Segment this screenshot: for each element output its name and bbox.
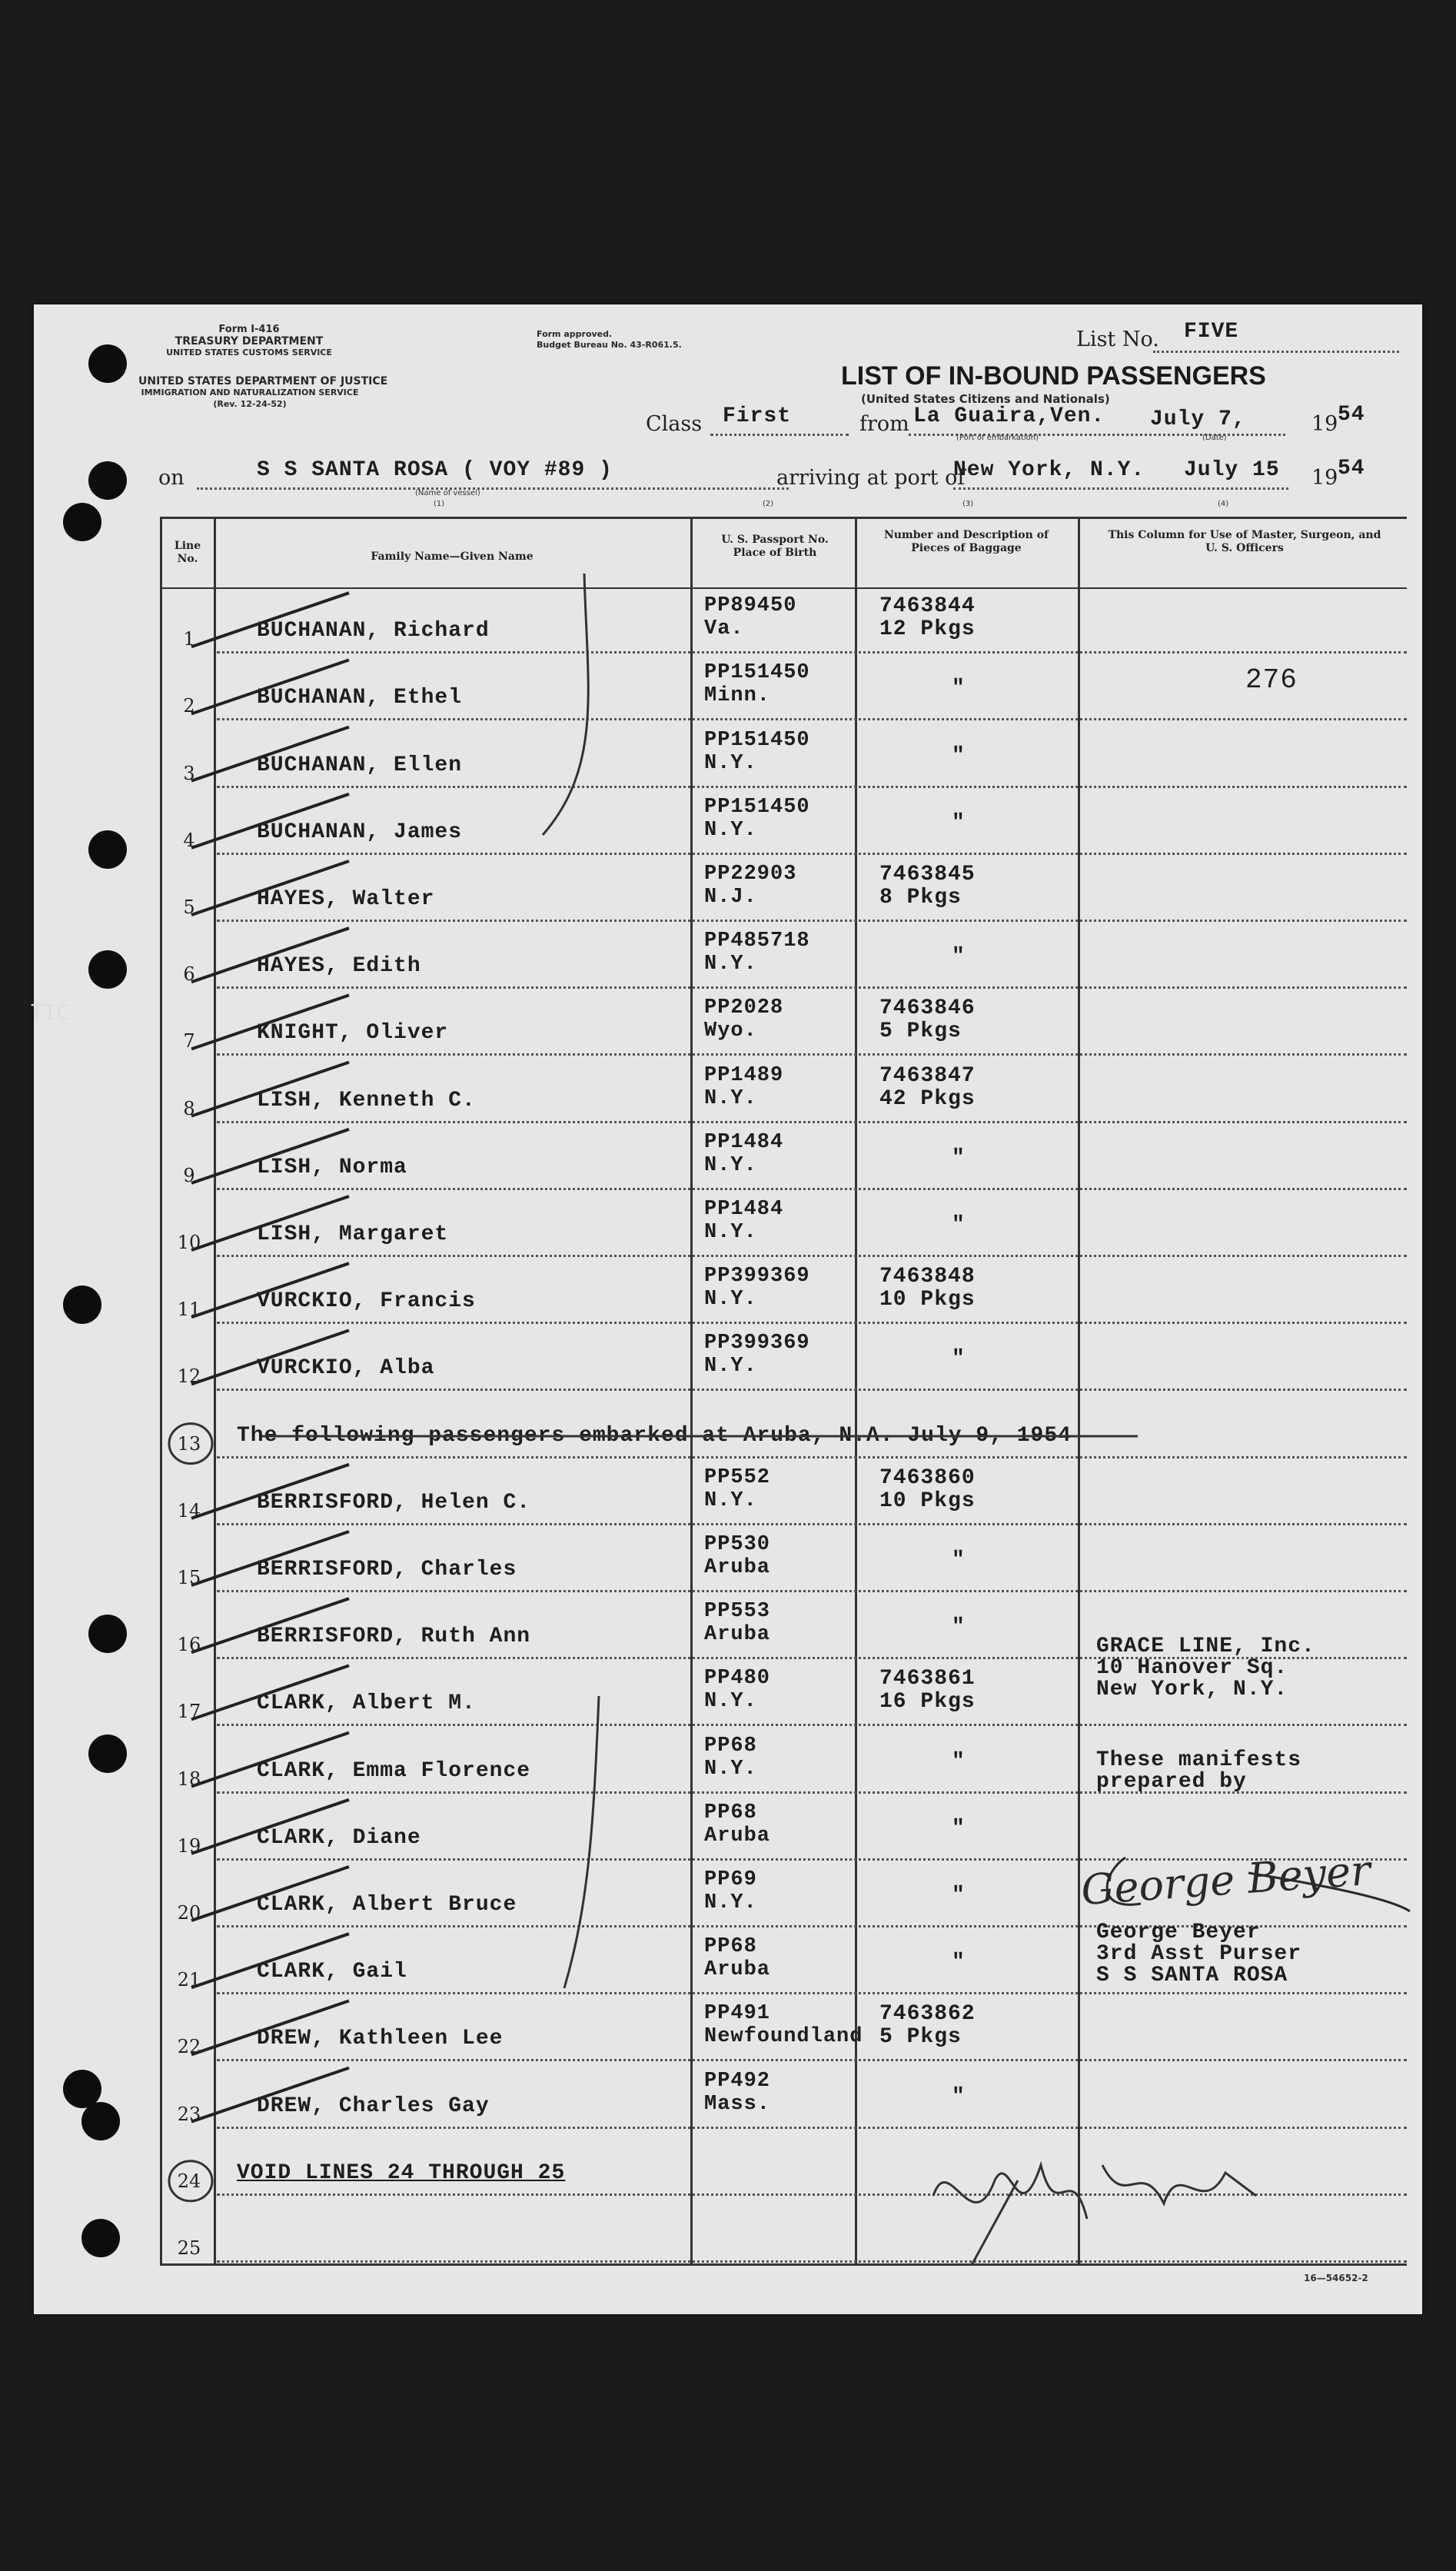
- passport-number: PP68: [704, 1935, 757, 1959]
- place-of-birth: N.Y.: [704, 1288, 757, 1312]
- check-mark: [191, 1196, 349, 1250]
- check-mark: [191, 1129, 349, 1183]
- row-note: VOID LINES 24 THROUGH 25: [237, 2160, 566, 2185]
- inspector-initials: [926, 2134, 1279, 2273]
- margin-text: TIC: [31, 999, 70, 1025]
- list-no-value: FIVE: [1184, 320, 1239, 344]
- place-of-birth: Aruba: [704, 1555, 771, 1579]
- baggage-ditto: ": [952, 677, 966, 701]
- place-of-birth: N.J.: [704, 885, 757, 909]
- passenger-name: BERRISFORD, Charles: [257, 1557, 517, 1582]
- manifest-subtitle: (United States Citizens and Nationals): [861, 392, 1110, 406]
- signer-vessel: S S SANTA ROSA: [1096, 1964, 1288, 1987]
- revision-date: (Rev. 12-24-52): [213, 399, 287, 409]
- passport-number: PP22903: [704, 862, 797, 886]
- baggage-ditto: ": [952, 1883, 966, 1907]
- line-number: 21: [177, 1969, 201, 1991]
- line-number: 6: [183, 963, 195, 986]
- baggage-ditto: ": [952, 1749, 966, 1774]
- passport-number: PP480: [704, 1667, 771, 1691]
- baggage-ditto: ": [952, 1212, 966, 1237]
- baggage-pieces: 10 Pkgs: [879, 1488, 976, 1513]
- baggage-number: 7463848: [879, 1265, 976, 1289]
- circled-line-number: [169, 1424, 212, 1464]
- binder-hole: [88, 950, 127, 989]
- prepared-line-1: These manifests: [1096, 1748, 1302, 1772]
- baggage-number: 7463845: [879, 862, 976, 886]
- check-mark: [191, 1733, 349, 1787]
- baggage-number: 7463860: [879, 1465, 976, 1490]
- prepared-line-2: prepared by: [1096, 1770, 1247, 1794]
- passenger-name: LISH, Kenneth C.: [257, 1088, 476, 1113]
- line-number: 4: [183, 829, 195, 851]
- check-mark: [191, 995, 349, 1049]
- col4-number: (4): [1218, 500, 1229, 508]
- manifest-sheet: [34, 304, 1422, 2314]
- baggage-number: 7463846: [879, 996, 976, 1021]
- passenger-name: BERRISFORD, Helen C.: [257, 1490, 531, 1515]
- line-number: 7: [183, 1030, 195, 1053]
- line-number: 5: [183, 896, 195, 918]
- place-of-birth: N.Y.: [704, 751, 757, 775]
- line-number: 15: [177, 1566, 201, 1588]
- vessel-name: S S SANTA ROSA ( VOY #89 ): [257, 458, 613, 482]
- baggage-number: 7463861: [879, 1667, 976, 1691]
- place-of-birth: Newfoundland: [704, 2025, 863, 2049]
- baggage-number: 7463847: [879, 1063, 976, 1088]
- passport-number: PP399369: [704, 1265, 810, 1289]
- signature: George Beyer: [1079, 1845, 1372, 1915]
- line-number: 20: [177, 1901, 201, 1924]
- line-number: 14: [177, 1499, 201, 1522]
- vessel-caption: (Name of vessel): [415, 489, 480, 497]
- baggage-pieces: 42 Pkgs: [879, 1086, 976, 1111]
- line-number: 12: [177, 1365, 201, 1388]
- count-stamp: 276: [1245, 664, 1298, 696]
- passenger-name: DREW, Charles Gay: [257, 2094, 490, 2118]
- binder-hole: [63, 1286, 101, 1324]
- passport-number: PP1484: [704, 1197, 784, 1221]
- line-number: 13: [177, 1432, 201, 1455]
- line-number: 18: [177, 1768, 201, 1790]
- baggage-pieces: 10 Pkgs: [879, 1288, 976, 1312]
- passport-number: PP399369: [704, 1332, 810, 1355]
- date-caption: (Date): [1202, 434, 1227, 442]
- baggage-ditto: ": [952, 2084, 966, 2109]
- col2-number: (2): [763, 500, 774, 508]
- check-marks: [34, 304, 1422, 2314]
- passenger-name: KNIGHT, Oliver: [257, 1021, 449, 1046]
- line-number: 2: [183, 695, 195, 717]
- passenger-name: HAYES, Edith: [257, 954, 421, 979]
- list-no-label: List No.: [1076, 328, 1159, 351]
- passenger-name: BUCHANAN, Ethel: [257, 686, 463, 710]
- binder-hole: [81, 2102, 120, 2140]
- binder-hole: [81, 2219, 120, 2257]
- passport-number: PP2028: [704, 996, 784, 1020]
- passenger-name: CLARK, Emma Florence: [257, 1758, 531, 1783]
- passenger-name: CLARK, Albert Bruce: [257, 1892, 517, 1917]
- line-number: 8: [183, 1097, 195, 1119]
- line-number: 1: [183, 628, 195, 650]
- budget-bureau: Budget Bureau No. 43-R061.5.: [537, 340, 682, 350]
- passport-number: PP552: [704, 1465, 771, 1489]
- check-mark: [191, 1532, 349, 1585]
- passport-number: PP151450: [704, 661, 810, 685]
- passport-number: PP69: [704, 1868, 757, 1891]
- place-of-birth: Minn.: [704, 684, 771, 708]
- check-mark: [191, 861, 349, 915]
- baggage-ditto: ": [952, 810, 966, 835]
- place-of-birth: Aruba: [704, 1824, 771, 1848]
- check-mark: [191, 1665, 349, 1719]
- signer-title: 3rd Asst Purser: [1096, 1942, 1302, 1966]
- year-suffix: 54: [1338, 403, 1365, 427]
- footer-code: 16—54652-2: [1304, 2273, 1368, 2283]
- line-number: 19: [177, 1834, 201, 1857]
- passenger-name: DREW, Kathleen Lee: [257, 2027, 504, 2051]
- passenger-name: CLARK, Gail: [257, 1960, 407, 1984]
- place-of-birth: N.Y.: [704, 1220, 757, 1244]
- year-prefix: 19: [1311, 412, 1338, 436]
- binder-hole: [88, 461, 127, 500]
- agent-line-3: New York, N.Y.: [1096, 1678, 1288, 1701]
- place-of-birth: N.Y.: [704, 818, 757, 842]
- embarkation-date: July 7,: [1150, 407, 1246, 431]
- customs-service: UNITED STATES CUSTOMS SERVICE: [166, 348, 332, 358]
- line-number: 17: [177, 1701, 201, 1723]
- passenger-name: LISH, Margaret: [257, 1222, 449, 1246]
- line-number: 24: [177, 2170, 201, 2192]
- place-of-birth: N.Y.: [704, 1757, 757, 1781]
- passenger-name: LISH, Norma: [257, 1155, 407, 1179]
- check-mark: [191, 928, 349, 982]
- ins-service: IMMIGRATION AND NATURALIZATION SERVICE: [141, 387, 359, 397]
- arrival-date: July 15: [1184, 458, 1280, 482]
- check-mark: [191, 1934, 349, 1987]
- baggage-ditto: ": [952, 1951, 966, 1975]
- form-number: Form I-416: [218, 324, 280, 335]
- agent-line-1: GRACE LINE, Inc.: [1096, 1635, 1315, 1658]
- check-mark: [191, 1063, 349, 1116]
- form-approved: Form approved.: [537, 329, 613, 339]
- bracket-stroke: [564, 1696, 599, 1988]
- on-label: on: [158, 466, 184, 490]
- baggage-ditto: ": [952, 1347, 966, 1372]
- passport-number: PP491: [704, 2002, 771, 2026]
- place-of-birth: Aruba: [704, 1958, 771, 1982]
- circled-line-number: [169, 2161, 212, 2201]
- binder-hole: [63, 503, 101, 541]
- row-note: The following passengers embarked at Aruba, N.A. July 9, 1954: [237, 1423, 1072, 1448]
- passport-number: PP151450: [704, 728, 810, 752]
- place-of-birth: N.Y.: [704, 1153, 757, 1177]
- baggage-pieces: 5 Pkgs: [879, 2025, 962, 2050]
- binder-hole: [88, 1735, 127, 1773]
- baggage-ditto: ": [952, 945, 966, 970]
- place-of-birth: N.Y.: [704, 1488, 757, 1512]
- place-of-birth: N.Y.: [704, 1690, 757, 1714]
- check-mark: [191, 794, 349, 848]
- signer-name: George Beyer: [1096, 1921, 1261, 1944]
- passport-number: PP485718: [704, 930, 810, 953]
- line-number: 10: [177, 1231, 201, 1253]
- line-number: 25: [177, 2237, 201, 2259]
- passport-number: PP492: [704, 2069, 771, 2093]
- baggage-pieces: 16 Pkgs: [879, 1690, 976, 1715]
- place-of-birth: N.Y.: [704, 953, 757, 976]
- line-number: 23: [177, 2103, 201, 2125]
- line-number: 3: [183, 762, 195, 784]
- arrival-year-prefix: 19: [1311, 466, 1338, 490]
- place-of-birth: Va.: [704, 617, 744, 641]
- baggage-ditto: ": [952, 1146, 966, 1170]
- agent-line-2: 10 Hanover Sq.: [1096, 1656, 1288, 1680]
- passport-number: PP1489: [704, 1063, 784, 1087]
- binder-hole: [88, 1615, 127, 1653]
- check-mark: [191, 1800, 349, 1854]
- port-of-embarkation: La Guaira,Ven.: [913, 404, 1105, 428]
- place-of-birth: Mass.: [704, 2092, 771, 2116]
- baggage-ditto: ": [952, 743, 966, 768]
- passport-number: PP68: [704, 1734, 757, 1758]
- baggage-pieces: 8 Pkgs: [879, 885, 962, 910]
- passenger-name: CLARK, Diane: [257, 1825, 421, 1850]
- binder-hole: [88, 344, 127, 383]
- passport-number: PP1484: [704, 1130, 784, 1154]
- bracket-stroke: [543, 574, 588, 835]
- passenger-name: BUCHANAN, Richard: [257, 619, 490, 644]
- col-header-officers: This Column for Use of Master, Surgeon, and U. S. Officers: [1108, 529, 1381, 554]
- col-header-passport: U. S. Passport No. Place of Birth: [721, 534, 829, 559]
- passport-number: PP68: [704, 1801, 757, 1824]
- passport-number: PP553: [704, 1600, 771, 1624]
- place-of-birth: N.Y.: [704, 1355, 757, 1379]
- passport-number: PP151450: [704, 795, 810, 819]
- passenger-name: VURCKIO, Francis: [257, 1289, 476, 1314]
- col-header-baggage: Number and Description of Pieces of Baggage: [883, 529, 1049, 554]
- baggage-number: 7463862: [879, 2002, 976, 2027]
- check-mark: [191, 660, 349, 713]
- place-of-birth: Aruba: [704, 1623, 771, 1647]
- treasury-dept: TREASURY DEPARTMENT: [175, 335, 324, 348]
- passenger-name: BUCHANAN, James: [257, 820, 463, 844]
- line-number: 11: [177, 1299, 201, 1321]
- col-header-name: Family Name—Given Name: [371, 550, 534, 563]
- manifest-title: LIST OF IN-BOUND PASSENGERS: [841, 361, 1266, 391]
- baggage-pieces: 5 Pkgs: [879, 1019, 962, 1044]
- check-mark: [191, 727, 349, 781]
- line-number: 9: [183, 1164, 195, 1186]
- passenger-name: VURCKIO, Alba: [257, 1356, 435, 1381]
- place-of-birth: N.Y.: [704, 1891, 757, 1914]
- baggage-ditto: ": [952, 1615, 966, 1640]
- line-number: 16: [177, 1634, 201, 1656]
- check-mark: [191, 593, 349, 647]
- passport-number: PP530: [704, 1532, 771, 1556]
- arrival-port: New York, N.Y.: [953, 458, 1145, 482]
- baggage-ditto: ": [952, 1816, 966, 1841]
- arriving-label: arriving at port of: [776, 466, 966, 490]
- check-mark: [191, 1263, 349, 1317]
- place-of-birth: Wyo.: [704, 1019, 757, 1043]
- port-caption: (Port of embarkation): [956, 434, 1039, 442]
- baggage-pieces: 12 Pkgs: [879, 617, 976, 642]
- class-value: First: [723, 404, 792, 428]
- check-mark: [191, 1867, 349, 1921]
- col-header-line-no: Line No.: [174, 540, 201, 565]
- check-mark: [191, 2001, 349, 2054]
- arrival-year-suffix: 54: [1338, 457, 1365, 481]
- passenger-name: CLARK, Albert M.: [257, 1691, 476, 1716]
- check-mark: [191, 2068, 349, 2122]
- justice-dept: UNITED STATES DEPARTMENT OF JUSTICE: [138, 375, 388, 387]
- passport-number: PP89450: [704, 594, 797, 618]
- check-mark: [191, 1598, 349, 1652]
- col1-number: (1): [434, 500, 445, 508]
- class-label: Class: [646, 412, 703, 436]
- from-label: from: [859, 412, 909, 436]
- passenger-name: HAYES, Walter: [257, 886, 435, 911]
- place-of-birth: N.Y.: [704, 1086, 757, 1110]
- binder-hole: [88, 830, 127, 869]
- check-mark: [191, 1330, 349, 1384]
- baggage-number: 7463844: [879, 594, 976, 619]
- col3-number: (3): [962, 500, 974, 508]
- passenger-name: BUCHANAN, Ellen: [257, 753, 463, 777]
- baggage-ditto: ": [952, 1548, 966, 1572]
- check-mark: [191, 1465, 349, 1518]
- line-number: 22: [177, 2036, 201, 2058]
- passenger-name: BERRISFORD, Ruth Ann: [257, 1625, 531, 1649]
